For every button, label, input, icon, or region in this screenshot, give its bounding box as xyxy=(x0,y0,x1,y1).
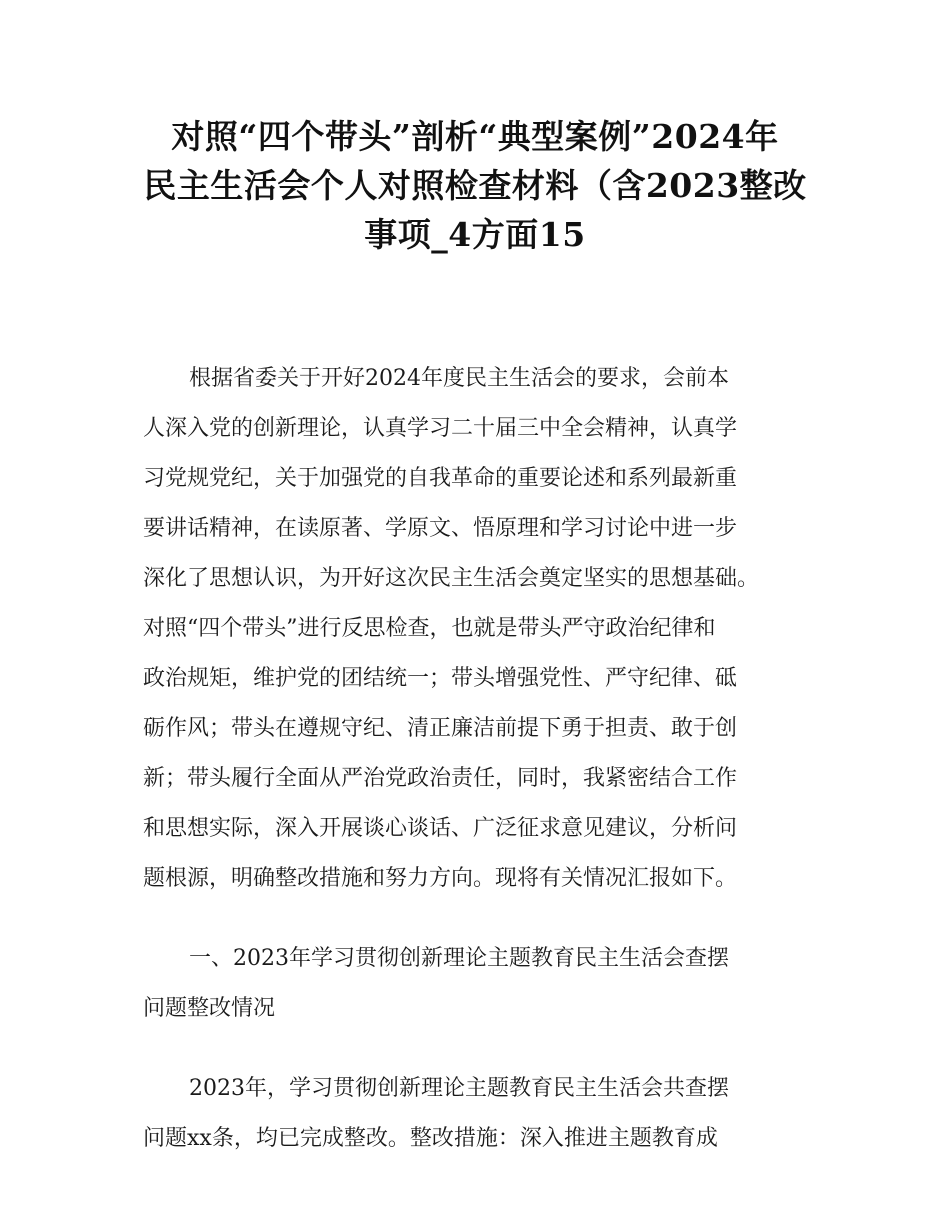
paragraph-line: 习党规党纪，关于加强党的自我革命的重要论述和系列最新重 xyxy=(143,466,738,491)
paragraph-line: 题根源，明确整改措施和努力方向。现将有关情况汇报如下。 xyxy=(143,866,738,891)
paragraph-gap xyxy=(143,1034,823,1064)
paragraph-line: 要讲话精神，在读原著、学原文、悟原理和学习讨论中进一步 xyxy=(143,516,738,541)
paragraph-line: 砺作风；带头在遵规守纪、清正廉洁前提下勇于担责、敢于创 xyxy=(143,716,738,741)
heading-line: 一、2023年学习贯彻创新理论主题教育民主生活会查摆 xyxy=(189,946,729,971)
paragraph-line: 问题xx条，均已完成整改。整改措施：深入推进主题教育成 xyxy=(143,1126,718,1151)
document-title xyxy=(100,112,850,259)
title-line: 民主生活会个人对照检查材料（含2023整改 xyxy=(143,166,807,205)
paragraph-line: 深化了思想认识，为开好这次民主生活会奠定坚实的思想基础。 xyxy=(143,566,760,591)
paragraph-line: 人深入党的创新理论，认真学习二十届三中全会精神，认真学 xyxy=(143,416,738,441)
title-line: 事项_4方面15 xyxy=(364,215,586,254)
paragraph-line: 新；带头履行全面从严治党政治责任，同时，我紧密结合工作 xyxy=(143,766,738,791)
paragraph-rectification xyxy=(143,1064,823,1164)
title-line: 对照“四个带头”剖析“典型案例”2024年 xyxy=(171,117,779,156)
paragraph-line: 对照“四个带头”进行反思检查，也就是带头严守政治纪律和 xyxy=(143,616,716,641)
section-heading xyxy=(143,934,823,1034)
paragraph-line: 和思想实际，深入开展谈心谈话、广泛征求意见建议，分析问 xyxy=(143,816,738,841)
paragraph-intro xyxy=(143,354,823,904)
paragraph-line: 政治规矩，维护党的团结统一；带头增强党性、严守纪律、砥 xyxy=(143,666,738,691)
document-body xyxy=(143,354,823,1164)
paragraph-gap xyxy=(143,904,823,934)
paragraph-line: 根据省委关于开好2024年度民主生活会的要求，会前本 xyxy=(189,366,729,391)
paragraph-line: 2023年，学习贯彻创新理论主题教育民主生活会共查摆 xyxy=(189,1076,729,1101)
heading-line: 问题整改情况 xyxy=(143,996,276,1021)
